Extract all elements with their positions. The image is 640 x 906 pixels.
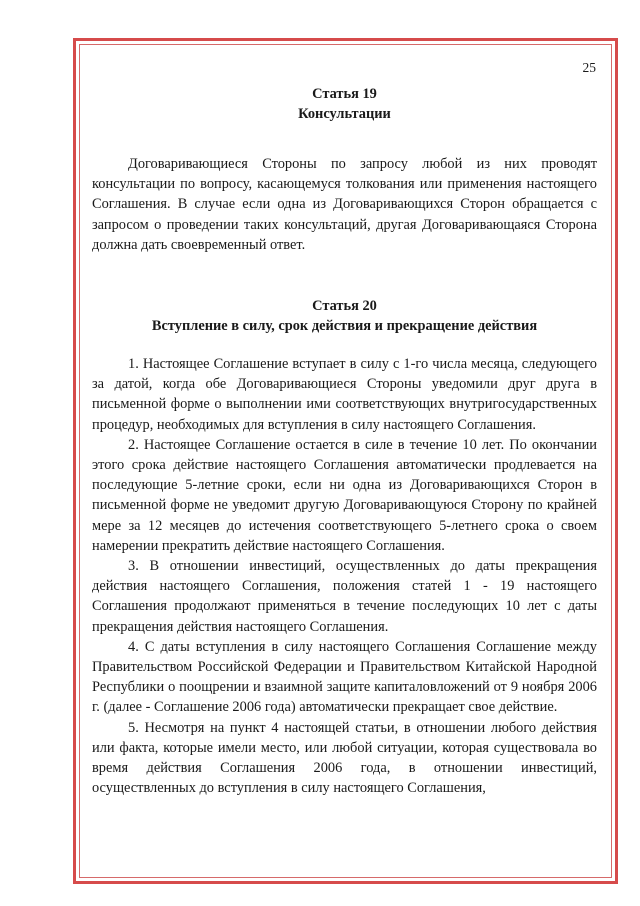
page-number: 25 <box>582 60 596 75</box>
article-20-paragraph-2: 2. Настоящее Соглашение остается в силе в течение 10 лет. По окончании этого срока действие настоящего Соглашения автоматически продлевается на последующие 5-летние сроки, если ни одна из Договаривающихся Сторон в письменной форме не уведомит другую Договаривающуюся Сторону по крайней мере за 12 месяцев до истечения соответствующего 5-летнего срока о своем намерении прекратить действие настоящего Соглашения. <box>92 436 597 554</box>
article-19-title: Консультации <box>298 106 391 122</box>
article-19-number: Статья 19 <box>312 86 377 102</box>
article-20-paragraph-4: 4. С даты вступления в силу настоящего Соглашения Соглашение между Правительством Российской Федерации и Правительством Китайской Народной Республики о поощрении и взаимной защите капиталовложений от 9 ноября 2006 г. (далее - Соглашение 2006 года) автоматически прекращает свое действие. <box>92 638 597 716</box>
document-body <box>92 84 597 798</box>
article-20-number: Статья 20 <box>312 298 377 315</box>
article-20-paragraph-5: 5. Несмотря на пункт 4 настоящей статьи, в отношении любого действия или факта, которые имели место, или любой ситуации, которая существовала во время действия Соглашения 2006 года, в отношении инвестиций, осуществленных до вступления в силу настоящего Соглашения, <box>92 719 597 797</box>
article-19-paragraph: Договаривающиеся Стороны по запросу любой из них проводят консультации по вопросу, касающемуся толкования или применения настоящего Соглашения. В случае если одна из Договаривающихся Сторон обращается с запросом о проведении таких консультаций, другая Договаривающаяся Сторона должна дать своевременный ответ. <box>92 156 597 253</box>
article-20 <box>92 296 597 798</box>
article-20-paragraph-3: 3. В отношении инвестиций, осуществленных до даты прекращения действия настоящего Соглашения, положения статей 1 - 19 настоящего Соглашения продолжают применяться в течение последующих 10 лет с даты прекращения действия настоящего Соглашения. <box>92 558 597 635</box>
article-20-title: Вступление в силу, срок действия и прекращение действия <box>151 318 538 335</box>
article-19 <box>92 84 597 255</box>
article-20-paragraph-1: 1. Настоящее Соглашение вступает в силу с 1-го числа месяца, следующего за датой, когда обе Договаривающиеся Стороны уведомили друг друга в письменной форме о выполнении ими соответствующих внутригосударственных процедур, необходимых для вступления в силу настоящего Соглашения. <box>92 356 597 433</box>
